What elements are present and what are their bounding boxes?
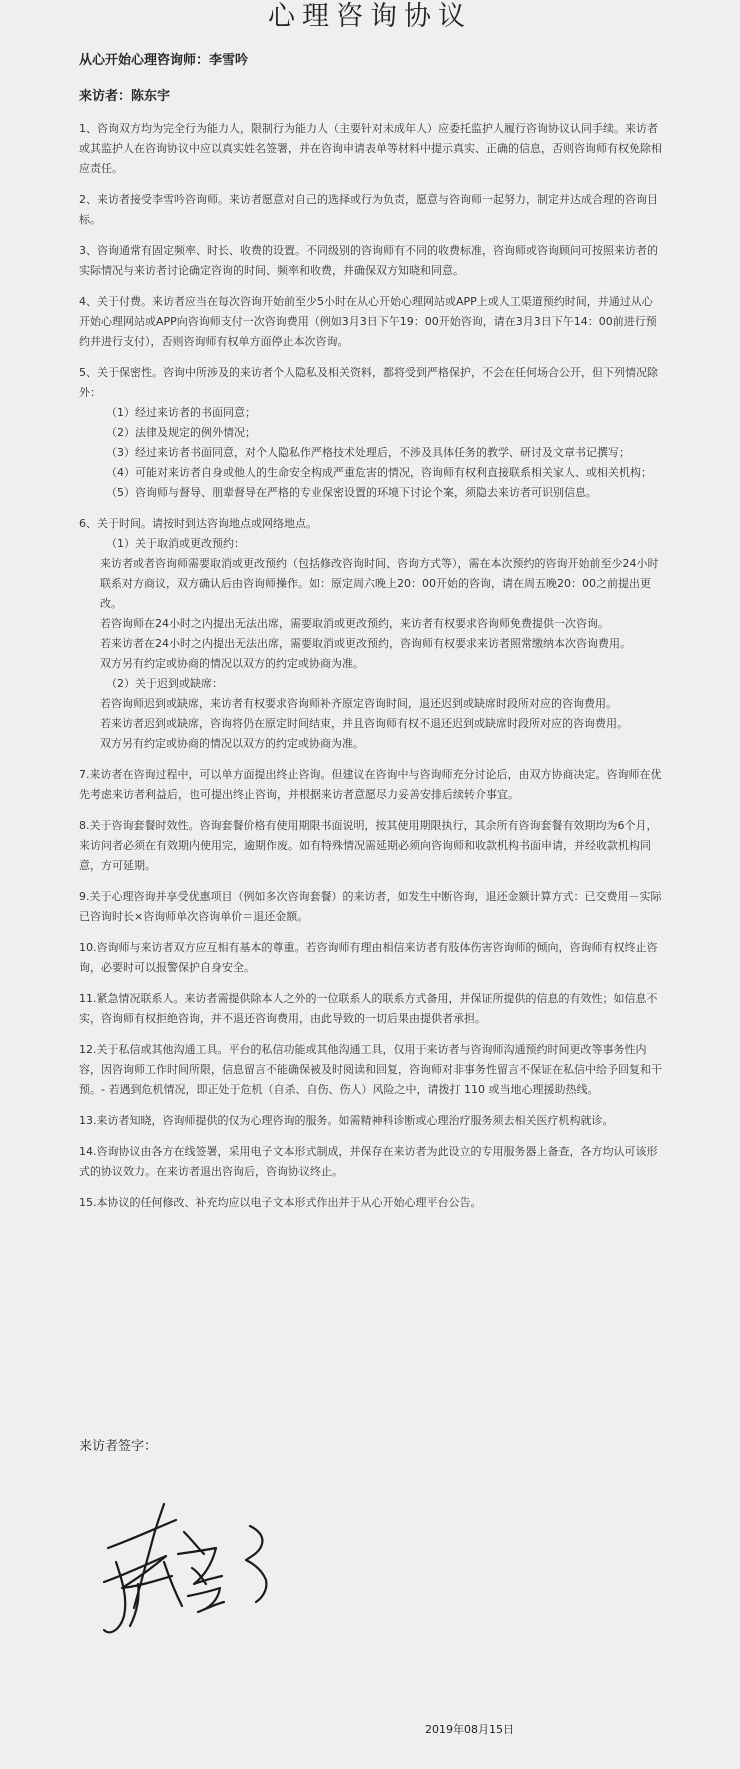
clause-5-sub-1: （1）经过来访者的书面同意； [106, 406, 256, 419]
cancel-rule-2: 若咨询师在24小时之内提出无法出席，需要取消或更改预约，来访者有权要求咨询师免费提供一次咨询。 [100, 617, 609, 630]
clause-5-sub-2: （2）法律及规定的例外情况； [106, 426, 256, 439]
client-signature [100, 1490, 290, 1650]
cancel-rule-3: 若来访者在24小时之内提出无法出席，需要取消或更改预约，咨询师有权要求来访者照常缴纳本次咨询费用。 [100, 637, 631, 650]
clause-10: 10.咨询师与来访者双方应互相有基本的尊重。若咨询师有理由相信来访者有肢体伤害咨询师的倾向，咨询师有权终止咨询，必要时可以报警保护自身安全。 [79, 941, 658, 974]
clause-3: 3、咨询通常有固定频率、时长、收费的设置。不同级别的咨询师有不同的收费标准，咨询师或咨询顾问可按照来访者的实际情况与来访者讨论确定咨询的时间、频率和收费，并确保双方知晓和同意。 [79, 244, 658, 277]
late-rule-3: 双方另有约定或协商的情况以双方的约定或协商为准。 [100, 737, 364, 750]
cancel-heading: （1）关于取消或更改预约： [106, 537, 245, 550]
clause-4: 4、关于付费。来访者应当在每次咨询开始前至少5小时在从心开始心理网站或APP上或人工渠道预约时间，并通过从心开始心理网站或APP向咨询师支付一次咨询费用（例如3月3日下午19：00开始咨询，请在3月3日下午14：00前进行预约并进行支付），否则咨询师有权单方面停止本次咨询。 [79, 295, 657, 348]
clause-13: 13.来访者知晓，咨询师提供的仅为心理咨询的服务。如需精神科诊断或心理治疗服务须去相关医疗机构就诊。 [79, 1114, 614, 1127]
signature-label: 来访者签字： [79, 1439, 158, 1454]
clause-9: 9.关于心理咨询并享受优惠项目（例如多次咨询套餐）的来访者，如发生中断咨询，退还金额计算方式：已交费用－实际已咨询时长×咨询师单次咨询单价＝退还金额。 [79, 890, 662, 923]
clause-8: 8.关于咨询套餐时效性。咨询套餐价格有使用期限书面说明，按其使用期限执行，其余所有咨询套餐有效期均为6个月，来访问者必须在有效期内使用完，逾期作废。如有特殊情况需延期必须向咨询师和收款机构书面申请，并经收款机构同意，方可延期。 [79, 819, 658, 872]
agreement-body [79, 119, 662, 1224]
clause-7: 7.来访者在咨询过程中，可以单方面提出终止咨询。但建议在咨询中与咨询师充分讨论后，由双方协商决定。咨询师在优先考虑来访者利益后，也可提出终止咨询，并根据来访者意愿尽力妥善安排后续转介事宜。 [79, 768, 662, 801]
clause-1: 1、咨询双方均为完全行为能力人，限制行为能力人（主要针对未成年人）应委托监护人履行咨询协议认同手续。来访者或其监护人在咨询协议中应以真实姓名签署，并在咨询申请表单等材料中提示真实、正确的信息，否则咨询师有权免除相应责任。 [79, 122, 662, 175]
clause-2: 2、来访者接受李雪吟咨询师。来访者愿意对自己的选择或行为负责，愿意与咨询师一起努力，制定并达成合理的咨询目标。 [79, 193, 658, 226]
clause-15: 15.本协议的任何修改、补充均应以电子文本形式作出并于从心开始心理平台公告。 [79, 1196, 482, 1209]
late-rule-1: 若咨询师迟到或缺席，来访者有权要求咨询师补齐原定咨询时间，退还迟到或缺席时段所对应的咨询费用。 [100, 697, 617, 710]
clause-5 [79, 363, 662, 503]
cancel-rule-4: 双方另有约定或协商的情况以双方的约定或协商为准。 [100, 657, 364, 670]
clause-5-sub-3: （3）经过来访者书面同意，对个人隐私作严格技术处理后，不涉及具体任务的教学、研讨及文章书记撰写； [106, 446, 630, 459]
late-heading: （2）关于迟到或缺席： [106, 677, 223, 690]
clause-12: 12.关于私信或其他沟通工具。平台的私信功能或其他沟通工具，仅用于来访者与咨询师沟通预约时间更改等事务性内容，因咨询师工作时间所限，信息留言不能确保被及时阅读和回复，咨询师对非事务性留言不保证在私信中给予回复和干预。- 若遇到危机情况，即正处于危机（自杀、自伤、伤人）风险之中，请拨打 110 或当地心理援助热线。 [79, 1043, 662, 1096]
document-title: 心理咨询协议 [268, 1, 472, 32]
agreement-date: 2019年08月15日 [425, 1723, 514, 1736]
cancel-rule-1: 来访者或者咨询师需要取消或更改预约（包括修改咨询时间、咨询方式等），需在本次预约的咨询开始前至少24小时联系对方商议，双方确认后由咨询师操作。如：原定周六晚上20：00开始的咨询，请在周五晚20：00之前提出更改。 [100, 557, 659, 610]
client-line: 来访者：陈东宇 [79, 89, 171, 104]
counselor-line: 从心开始心理咨询师：李雪吟 [79, 53, 249, 68]
clause-6 [79, 514, 662, 754]
clause-5-sub-4: （4）可能对来访者自身或他人的生命安全构成严重危害的情况，咨询师有权利直接联系相关家人、或相关机构； [106, 466, 652, 479]
clause-5-heading: 5、关于保密性。咨询中所涉及的来访者个人隐私及相关资料，都将受到严格保护，不会在任何场合公开，但下列情况除外： [79, 366, 658, 399]
clause-14: 14.咨询协议由各方在线签署，采用电子文本形式制成，并保存在来访者为此设立的专用服务器上备查，各方均认可该形式的协议效力。在来访者退出咨询后，咨询协议终止。 [79, 1145, 658, 1178]
clause-5-sub-5: （5）咨询师与督导、朋辈督导在严格的专业保密设置的环境下讨论个案，须隐去来访者可识别信息。 [106, 486, 597, 499]
clause-6-heading: 6、关于时间。请按时到达咨询地点或网络地点。 [79, 517, 317, 530]
late-rule-2: 若来访者迟到或缺席，咨询将仍在原定时间结束，并且咨询师有权不退还迟到或缺席时段所对应的咨询费用。 [100, 717, 628, 730]
clause-11: 11.紧急情况联系人。来访者需提供除本人之外的一位联系人的联系方式备用，并保证所提供的信息的有效性；如信息不实，咨询师有权拒绝咨询，并不退还咨询费用，由此导致的一切后果由提供者承担。 [79, 992, 658, 1025]
